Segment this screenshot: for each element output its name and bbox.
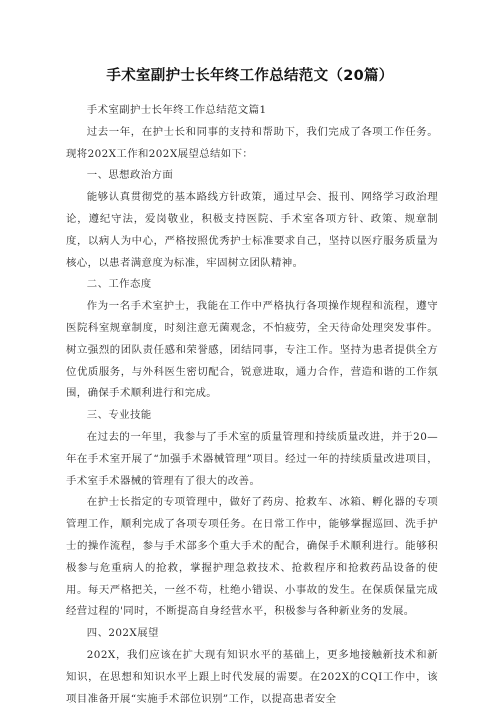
article-subtitle: 手术室副护士长年终工作总结范文篇1 xyxy=(86,104,267,116)
document-title: 手术室副护士长年终工作总结范文（20篇） xyxy=(106,68,394,84)
section-heading-attitude: 二、工作态度 xyxy=(86,278,152,291)
paragraph-ideology: 能够认真贯彻党的基本路线方针政策，通过早会、报刊、网络学习政治理论，遵纪守法，爱岗敬业，积极支持医院、手术室各项方针、政策、规章制度，以病人为中心，严格按照优秀护士标准要求自己，坚持以医疗服务质量为核心，以患者满意度为标准，牢固树立团队精神。 xyxy=(66,191,438,269)
paragraph-skills-1: 在过去的一年里，我参与了手术室的质量管理和持续质量改进，并于20—年在手术室开展了“加强手术器械管理”项目。经过一年的持续质量改进项目，手术室手术器械的管理有了很大的改善。 xyxy=(66,430,438,487)
paragraph-intro: 过去一年，在护士长和同事的支持和帮助下，我们完成了各项工作任务。现将202X工作和202X展望总结如下： xyxy=(66,125,438,160)
section-heading-outlook: 四、202X展望 xyxy=(86,627,159,640)
paragraph-skills-2: 在护士长指定的专项管理中，做好了药房、抢救车、冰箱、孵化器的专项管理工作，顺利完成了各项专项任务。在日常工作中，能够掌握巡回、洗手护士的操作流程，参与手术部多个重大手术的配合，确保手术顺利进行。能够积极参与危重病人的抢救，掌握护理急救技术、抢救程序和抢救药品设备的使用。每天严格把关，一丝不苟，杜绝小错误、小事故的发生。在保质保量完成经营过程的'同时，不断提高自身经营水平，积极参与各种新业务的发展。 xyxy=(66,496,438,618)
paragraph-outlook: 202X，我们应该在扩大现有知识水平的基础上，更多地接触新技术和新知识，在思想和知识水平上跟上时代发展的需要。在202X的CQI工作中，该项目准备开展“实施手术部位识别”工作，以提高患者安全 xyxy=(66,648,438,705)
paragraph-attitude: 作为一名手术室护士，我能在工作中严格执行各项操作规程和流程，遵守医院科室规章制度，时刻注意无菌观念，不怕疲劳，全天待命处理突发事件。树立强烈的团队责任感和荣誉感，团结同事，专注工作。坚持为患者提供全方位优质服务，与外科医生密切配合，锐意进取，通力合作，营造和谐的工作氛围，确保手术顺利进行和完成。 xyxy=(66,300,438,400)
section-heading-skills: 三、专业技能 xyxy=(86,409,152,422)
document-body xyxy=(66,100,438,707)
section-heading-ideology: 一、思想政治方面 xyxy=(86,169,174,182)
